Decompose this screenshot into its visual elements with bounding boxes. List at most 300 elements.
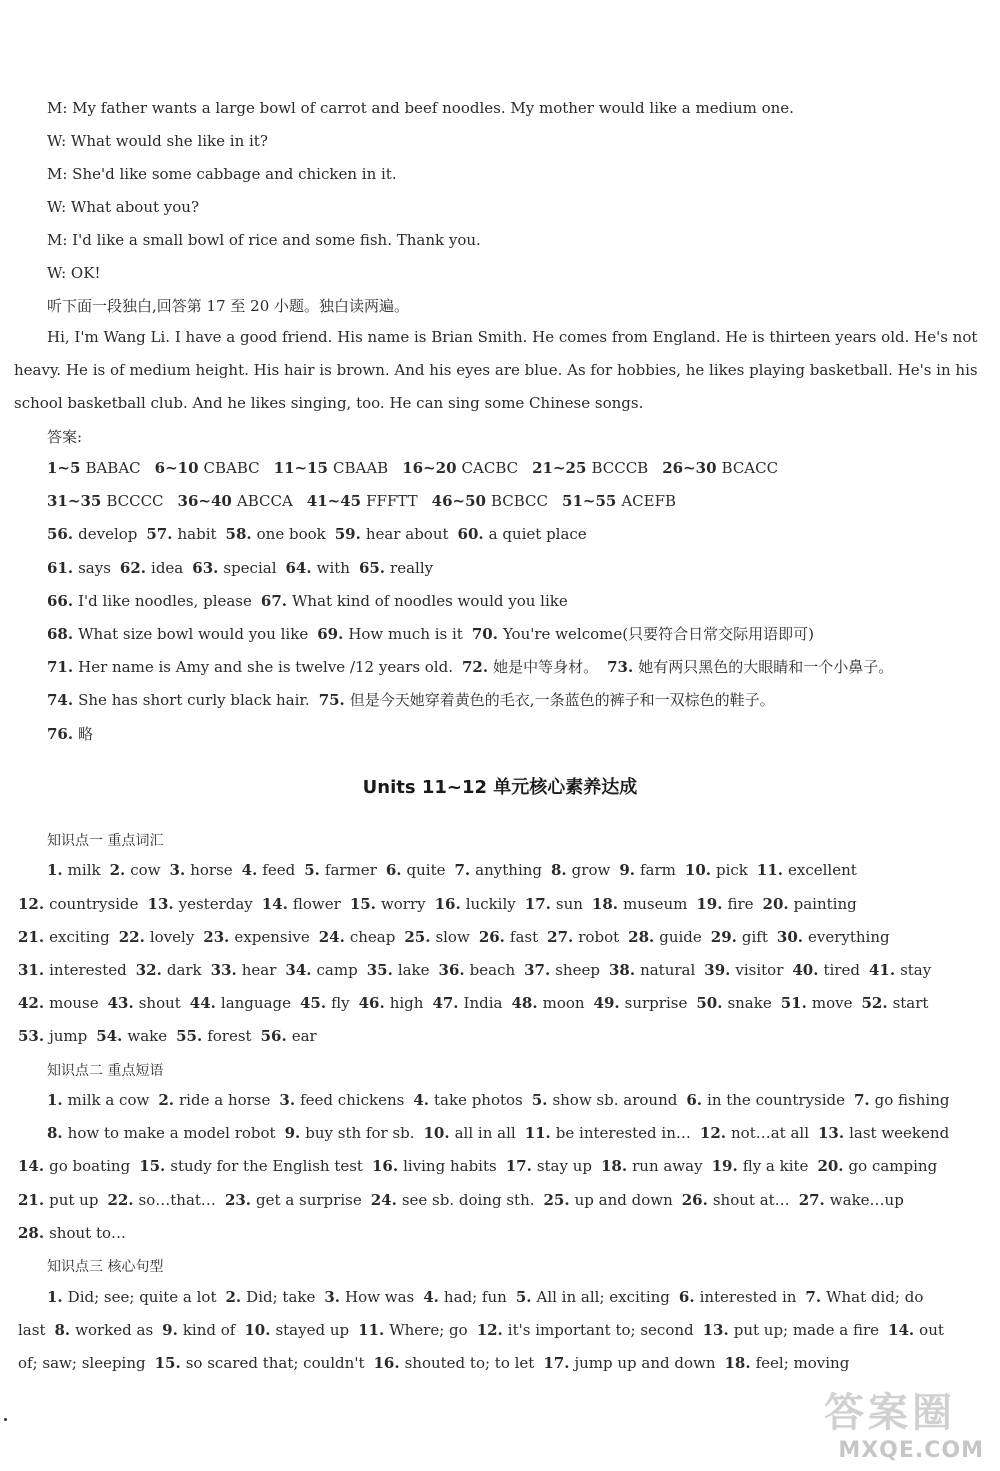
item-answer: high xyxy=(389,994,424,1012)
item-answer: India xyxy=(463,994,503,1012)
answers-label: 答案: xyxy=(47,428,83,446)
item-answer: Where; go xyxy=(389,1321,468,1339)
item-number: 70. xyxy=(471,625,498,643)
section-line xyxy=(47,860,857,880)
item-number: 33. xyxy=(210,961,237,979)
item-answer: slow xyxy=(435,928,470,946)
item-answer: put up xyxy=(49,1191,99,1209)
item-number: 34. xyxy=(285,961,312,979)
item-answer: grow xyxy=(571,861,611,879)
item-answer: BCCCC xyxy=(106,492,164,510)
dialogue-line xyxy=(47,98,794,118)
item-answer: fly xyxy=(331,994,350,1012)
item-answer: go fishing xyxy=(874,1091,950,1109)
item-answer: yesterday xyxy=(178,895,253,913)
item-number: 6~10 xyxy=(154,459,199,477)
item-answer: ear xyxy=(291,1027,317,1045)
item-number: 8. xyxy=(54,1321,71,1339)
item-number: 11. xyxy=(524,1124,551,1142)
item-answer: What size bowl would you like xyxy=(78,625,309,643)
item-number: 21~25 xyxy=(532,459,587,477)
item-number: 63. xyxy=(192,559,219,577)
item-number: 12. xyxy=(699,1124,726,1142)
item-number: 51. xyxy=(780,994,807,1012)
item-number: 4. xyxy=(413,1091,429,1109)
item-number: 55. xyxy=(176,1027,203,1045)
monologue-text: heavy. He is of medium height. His hair is brown. And his eyes are blue. As for hobbies, he likes playing basketball. He's in his xyxy=(14,361,978,379)
monologue-text: Hi, I'm Wang Li. I have a good friend. His name is Brian Smith. He comes from England. He is thirteen years old. He's not xyxy=(47,328,978,346)
item-answer: hear about xyxy=(365,525,449,543)
section-line xyxy=(47,1123,949,1143)
item-number: 50. xyxy=(696,994,723,1012)
item-answer: lovely xyxy=(149,928,195,946)
item-answer: You're welcome(只要符合日常交际用语即可) xyxy=(502,625,814,643)
item-number: 4. xyxy=(423,1288,439,1306)
item-answer: What did; do xyxy=(826,1288,924,1306)
item-answer: BABAC xyxy=(85,459,141,477)
item-answer: get a surprise xyxy=(256,1191,362,1209)
dialogue-text: M: She'd like some cabbage and chicken in it. xyxy=(47,165,397,183)
item-number: 14. xyxy=(888,1321,915,1339)
item-number: 13. xyxy=(702,1321,729,1339)
item-number: 12. xyxy=(18,895,45,913)
item-answer: robot xyxy=(578,928,620,946)
item-number: 12. xyxy=(476,1321,503,1339)
section-line xyxy=(18,894,857,914)
item-number: 11. xyxy=(358,1321,385,1339)
item-answer: painting xyxy=(793,895,857,913)
item-answer: 她是中等身材。 xyxy=(493,658,599,676)
item-number: 16. xyxy=(434,895,461,913)
item-answer: special xyxy=(223,559,277,577)
item-answer: farm xyxy=(640,861,676,879)
item-answer: shout xyxy=(138,994,181,1012)
item-number: 3. xyxy=(279,1091,296,1109)
item-number: 5. xyxy=(531,1091,548,1109)
item-answer: anything xyxy=(475,861,542,879)
item-answer: study for the English test xyxy=(170,1157,363,1175)
item-number: 45. xyxy=(300,994,327,1012)
item-number: 16. xyxy=(373,1354,400,1372)
item-answer: wake xyxy=(127,1027,168,1045)
item-number: 5. xyxy=(304,861,320,879)
section-title: 知识点一 重点词汇 xyxy=(47,833,164,849)
item-answer: BCCCB xyxy=(591,459,649,477)
item-answer: see sb. doing sth. xyxy=(401,1191,535,1209)
section-title: 知识点三 核心句型 xyxy=(47,1259,164,1275)
item-number: 24. xyxy=(318,928,345,946)
item-number: 8. xyxy=(47,1124,63,1142)
dialogue-text: W: OK! xyxy=(47,264,101,282)
dialogue-text: M: My father wants a large bowl of carrot and beef noodles. My mother would like a medium one. xyxy=(47,99,794,117)
item-number: 49. xyxy=(593,994,620,1012)
item-answer: fire xyxy=(727,895,754,913)
section-line xyxy=(18,993,928,1013)
monologue-text: school basketball club. And he likes singing, too. He can sing some Chinese songs. xyxy=(14,394,644,412)
item-number: 75. xyxy=(318,691,345,709)
item-answer: how to make a model robot xyxy=(67,1124,276,1142)
section-line xyxy=(18,1156,937,1176)
watermark-bottom-text: MXQE.COM xyxy=(838,1438,984,1463)
item-answer: FFFTT xyxy=(366,492,418,510)
item-answer: last xyxy=(18,1321,46,1339)
item-number: 56. xyxy=(260,1027,287,1045)
item-answer: so…that… xyxy=(138,1191,216,1209)
item-answer: luckily xyxy=(465,895,516,913)
item-number: 32. xyxy=(135,961,162,979)
item-answer: so scared that; couldn't xyxy=(185,1354,365,1372)
item-number: 6. xyxy=(385,861,402,879)
dialogue-text: W: What would she like in it? xyxy=(47,132,268,150)
dialogue-line xyxy=(47,263,100,283)
item-answer: interested in xyxy=(699,1288,797,1306)
item-answer: stay up xyxy=(536,1157,592,1175)
answer-line xyxy=(47,558,433,578)
item-answer: How much is it xyxy=(348,625,463,643)
item-answer: fast xyxy=(509,928,539,946)
item-answer: stay xyxy=(900,961,932,979)
monologue-line xyxy=(47,327,977,347)
item-number: 71. xyxy=(47,658,74,676)
item-number: 22. xyxy=(107,1191,134,1209)
dialogue-line xyxy=(47,131,268,151)
item-answer: pick xyxy=(716,861,748,879)
item-number: 28. xyxy=(628,928,655,946)
item-number: 58. xyxy=(225,525,252,543)
item-answer: go boating xyxy=(49,1157,131,1175)
section-line xyxy=(18,1320,944,1340)
item-answer: sheep xyxy=(555,961,600,979)
item-number: 2. xyxy=(225,1288,242,1306)
item-answer: farmer xyxy=(324,861,377,879)
item-number: 42. xyxy=(18,994,45,1012)
dialogue-text: M: I'd like a small bowl of rice and some fish. Thank you. xyxy=(47,231,481,249)
item-number: 3. xyxy=(169,861,186,879)
item-answer: Her name is Amy and she is twelve /12 years old. xyxy=(78,658,453,676)
item-answer: habit xyxy=(177,525,217,543)
item-answer: run away xyxy=(632,1157,703,1175)
item-number: 15. xyxy=(139,1157,166,1175)
item-answer: 略 xyxy=(78,725,94,743)
item-answer: put up; made a fire xyxy=(733,1321,880,1339)
item-number: 57. xyxy=(146,525,173,543)
item-number: 9. xyxy=(284,1124,301,1142)
section-line xyxy=(18,1353,849,1373)
item-number: 43. xyxy=(107,994,134,1012)
item-number: 16. xyxy=(371,1157,399,1175)
item-answer: CBAAB xyxy=(333,459,389,477)
item-answer: beach xyxy=(469,961,516,979)
item-number: 60. xyxy=(457,525,484,543)
item-number: 76. xyxy=(47,725,74,743)
item-number: 54. xyxy=(96,1027,123,1045)
monologue-line xyxy=(14,360,978,380)
item-answer: lake xyxy=(397,961,430,979)
item-number: 6. xyxy=(686,1091,703,1109)
item-number: 13. xyxy=(818,1124,845,1142)
item-answer: cheap xyxy=(349,928,396,946)
item-number: 7. xyxy=(805,1288,822,1306)
item-answer: out xyxy=(919,1321,944,1339)
item-number: 53. xyxy=(18,1027,45,1045)
item-answer: interested xyxy=(49,961,127,979)
item-answer: go camping xyxy=(848,1157,938,1175)
item-answer: wake…up xyxy=(829,1191,904,1209)
item-answer: start xyxy=(892,994,929,1012)
item-number: 26~30 xyxy=(662,459,717,477)
item-answer: guide xyxy=(659,928,702,946)
item-number: 59. xyxy=(334,525,361,543)
item-number: 30. xyxy=(776,928,803,946)
item-number: 10. xyxy=(684,861,711,879)
item-answer: in the countryside xyxy=(707,1091,845,1109)
item-answer: move xyxy=(811,994,853,1012)
item-answer: 她有两只黑色的大眼睛和一个小鼻子。 xyxy=(638,658,894,676)
item-answer: feed chickens xyxy=(300,1091,405,1109)
item-answer: milk xyxy=(67,861,101,879)
dialogue-line xyxy=(47,164,397,184)
section-line xyxy=(18,1026,317,1046)
item-answer: living habits xyxy=(403,1157,497,1175)
item-number: 23. xyxy=(203,928,230,946)
item-answer: buy sth for sb. xyxy=(305,1124,415,1142)
item-answer: take photos xyxy=(434,1091,523,1109)
answer-line xyxy=(47,724,93,744)
item-number: 11~15 xyxy=(273,459,328,477)
item-number: 35. xyxy=(366,961,393,979)
item-number: 14. xyxy=(261,895,288,913)
item-answer: jump up and down xyxy=(574,1354,716,1372)
item-number: 24. xyxy=(370,1191,397,1209)
item-number: 7. xyxy=(853,1091,870,1109)
item-number: 21. xyxy=(18,928,45,946)
item-number: 47. xyxy=(432,994,459,1012)
item-number: 36. xyxy=(438,961,465,979)
dialogue-line xyxy=(47,197,199,217)
item-number: 7. xyxy=(454,861,471,879)
item-number: 19. xyxy=(696,895,723,913)
item-answer: everything xyxy=(808,928,890,946)
watermark-logo xyxy=(769,1381,984,1463)
item-number: 13. xyxy=(147,895,174,913)
item-answer: up and down xyxy=(574,1191,673,1209)
item-number: 69. xyxy=(317,625,344,643)
watermark-top-text: 答案圈 xyxy=(824,1390,956,1436)
item-number: 14. xyxy=(18,1157,45,1175)
item-number: 15. xyxy=(349,895,376,913)
item-answer: last weekend xyxy=(849,1124,950,1142)
item-number: 25. xyxy=(404,928,431,946)
item-answer: one book xyxy=(256,525,326,543)
item-answer: all in all xyxy=(454,1124,516,1142)
section-line xyxy=(18,927,890,947)
item-number: 17. xyxy=(505,1157,532,1175)
item-number: 1. xyxy=(47,861,63,879)
item-answer: stayed up xyxy=(275,1321,350,1339)
item-answer: ABCCA xyxy=(236,492,293,510)
answer-line xyxy=(47,491,676,511)
item-number: 40. xyxy=(792,961,819,979)
item-answer: quite xyxy=(406,861,446,879)
item-answer: She has short curly black hair. xyxy=(78,691,310,709)
item-number: 46~50 xyxy=(431,492,486,510)
item-answer: worry xyxy=(380,895,426,913)
item-number: 36~40 xyxy=(177,492,232,510)
item-number: 25. xyxy=(543,1191,570,1209)
item-answer: expensive xyxy=(234,928,310,946)
item-answer: with xyxy=(316,559,350,577)
item-answer: shouted to; to let xyxy=(404,1354,535,1372)
item-number: 73. xyxy=(607,658,634,676)
item-answer: had; fun xyxy=(443,1288,507,1306)
item-answer: not…at all xyxy=(731,1124,809,1142)
item-number: 31~35 xyxy=(47,492,102,510)
item-number: 18. xyxy=(601,1157,628,1175)
item-number: 51~55 xyxy=(562,492,617,510)
section-line xyxy=(18,1223,126,1243)
item-number: 46. xyxy=(358,994,385,1012)
item-answer: visitor xyxy=(735,961,784,979)
item-number: 15. xyxy=(154,1354,181,1372)
section-title: 知识点二 重点短语 xyxy=(47,1063,164,1079)
item-answer: kind of xyxy=(182,1321,236,1339)
item-answer: develop xyxy=(78,525,138,543)
item-answer: surprise xyxy=(624,994,688,1012)
bullet-dot xyxy=(4,1418,7,1421)
item-number: 18. xyxy=(591,895,619,913)
item-answer: exciting xyxy=(49,928,110,946)
item-answer: Did; take xyxy=(246,1288,316,1306)
item-answer: feel; moving xyxy=(755,1354,850,1372)
item-number: 6. xyxy=(678,1288,695,1306)
item-answer: language xyxy=(220,994,291,1012)
section-line xyxy=(18,960,931,980)
item-answer: Did; see; quite a lot xyxy=(67,1288,217,1306)
item-number: 17. xyxy=(543,1354,570,1372)
item-answer: tired xyxy=(823,961,860,979)
item-number: 66. xyxy=(47,592,74,610)
item-answer: sun xyxy=(555,895,583,913)
item-answer: horse xyxy=(190,861,233,879)
item-answer: camp xyxy=(316,961,358,979)
item-answer: dark xyxy=(166,961,202,979)
item-number: 62. xyxy=(119,559,147,577)
item-answer: How was xyxy=(345,1288,415,1306)
item-number: 26. xyxy=(681,1191,708,1209)
item-number: 44. xyxy=(189,994,216,1012)
item-number: 20. xyxy=(817,1157,844,1175)
item-answer: snake xyxy=(727,994,772,1012)
item-number: 67. xyxy=(260,592,287,610)
answer-line xyxy=(47,657,893,677)
item-answer: worked as xyxy=(75,1321,154,1339)
unit-title: Units 11~12 单元核心素养达成 xyxy=(362,777,638,798)
section-line xyxy=(47,1090,949,1110)
item-number: 65. xyxy=(358,559,386,577)
item-answer: excellent xyxy=(788,861,857,879)
item-answer: ACEFB xyxy=(621,492,677,510)
answer-line xyxy=(47,690,775,710)
item-number: 38. xyxy=(608,961,636,979)
item-number: 8. xyxy=(551,861,567,879)
item-number: 48. xyxy=(511,994,538,1012)
item-number: 29. xyxy=(710,928,737,946)
item-answer: ride a horse xyxy=(179,1091,271,1109)
dialogue-text: W: What about you? xyxy=(47,198,199,216)
item-number: 61. xyxy=(47,559,74,577)
answer-line xyxy=(47,591,568,611)
item-number: 19. xyxy=(711,1157,738,1175)
item-answer: forest xyxy=(207,1027,252,1045)
dialogue-line xyxy=(47,230,481,250)
monologue-line xyxy=(14,393,643,413)
item-number: 17. xyxy=(524,895,551,913)
section-line xyxy=(47,1287,923,1307)
item-number: 1~5 xyxy=(47,459,81,477)
item-answer: milk a cow xyxy=(67,1091,150,1109)
section-line xyxy=(18,1190,904,1210)
item-answer: idea xyxy=(151,559,184,577)
item-answer: BCBCC xyxy=(490,492,549,510)
answer-line xyxy=(47,524,587,544)
item-number: 1. xyxy=(47,1091,63,1109)
item-answer: flower xyxy=(292,895,341,913)
item-answer: shout at… xyxy=(712,1191,790,1209)
item-number: 56. xyxy=(47,525,74,543)
item-answer: says xyxy=(78,559,111,577)
item-number: 2. xyxy=(109,861,126,879)
item-answer: jump xyxy=(49,1027,88,1045)
item-number: 5. xyxy=(515,1288,532,1306)
item-number: 26. xyxy=(478,928,505,946)
item-number: 31. xyxy=(18,961,45,979)
item-answer: museum xyxy=(623,895,688,913)
item-answer: shout to… xyxy=(49,1224,127,1242)
item-answer: a quiet place xyxy=(488,525,587,543)
item-number: 10. xyxy=(423,1124,450,1142)
item-answer: mouse xyxy=(49,994,99,1012)
item-answer: really xyxy=(390,559,434,577)
item-number: 22. xyxy=(118,928,145,946)
item-answer: CBABC xyxy=(203,459,260,477)
item-answer: of; saw; sleeping xyxy=(18,1354,146,1372)
item-number: 11. xyxy=(756,861,783,879)
item-answer: BCACC xyxy=(721,459,779,477)
item-number: 27. xyxy=(547,928,574,946)
item-number: 27. xyxy=(798,1191,825,1209)
item-answer: be interested in… xyxy=(555,1124,691,1142)
item-number: 39. xyxy=(704,961,731,979)
item-answer: it's important to; second xyxy=(507,1321,694,1339)
item-answer: fly a kite xyxy=(742,1157,809,1175)
item-answer: cow xyxy=(130,861,161,879)
item-answer: countryside xyxy=(49,895,139,913)
item-answer: I'd like noodles, please xyxy=(78,592,252,610)
item-number: 4. xyxy=(241,861,258,879)
monologue-intro: 听下面一段独白,回答第 17 至 20 小题。独白读两遍。 xyxy=(47,297,410,315)
item-number: 52. xyxy=(861,994,888,1012)
item-number: 41~45 xyxy=(306,492,362,510)
answer-line xyxy=(47,458,778,478)
item-number: 10. xyxy=(244,1321,271,1339)
item-number: 1. xyxy=(47,1288,63,1306)
item-number: 41. xyxy=(868,961,896,979)
item-number: 28. xyxy=(18,1224,45,1242)
item-number: 2. xyxy=(158,1091,175,1109)
item-number: 64. xyxy=(285,559,312,577)
item-answer: All in all; exciting xyxy=(536,1288,670,1306)
answer-line xyxy=(47,624,814,644)
